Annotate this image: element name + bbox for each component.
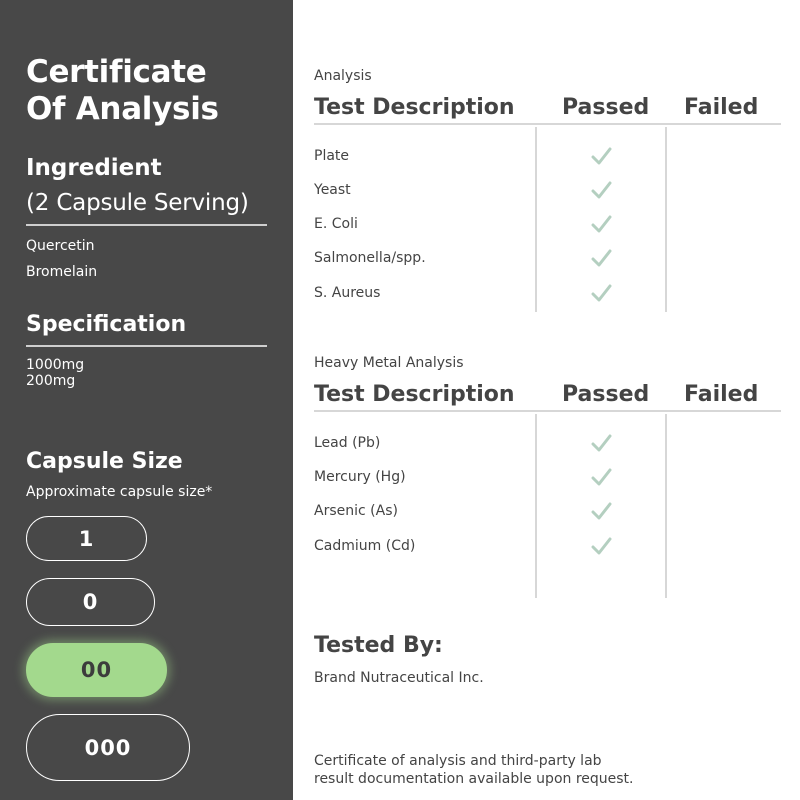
table-row: Lead (Pb) xyxy=(314,435,381,451)
column-divider xyxy=(535,127,537,312)
column-header-passed: Passed xyxy=(562,382,650,407)
left-panel xyxy=(0,0,293,800)
table-row: Salmonella/spp. xyxy=(314,250,426,266)
ingredient-heading: Ingredient (2 Capsule Serving) xyxy=(26,151,267,226)
capsule-size-note: Approximate capsule size* xyxy=(26,484,213,500)
column-divider xyxy=(535,414,537,598)
ingredient-list xyxy=(26,233,97,285)
check-icon xyxy=(590,432,612,454)
table-row: Arsenic (As) xyxy=(314,503,398,519)
check-icon xyxy=(590,500,612,522)
list-item: 200mg xyxy=(26,373,76,389)
column-divider xyxy=(665,414,667,598)
table-row: E. Coli xyxy=(314,216,358,232)
table-row: Mercury (Hg) xyxy=(314,469,406,485)
check-icon xyxy=(590,179,612,201)
tested-by-name: Brand Nutraceutical Inc. xyxy=(314,670,484,686)
capsule-size-1-button[interactable]: 1 xyxy=(26,516,147,561)
column-header-description: Test Description xyxy=(314,95,515,120)
check-icon xyxy=(590,247,612,269)
page-title: Certificate Of Analysis xyxy=(26,54,219,127)
specification-heading: Specification xyxy=(26,309,267,347)
column-header-failed: Failed xyxy=(684,95,759,120)
list-item: 1000mg xyxy=(26,357,85,373)
capsule-size-00-button[interactable]: 00 xyxy=(26,643,167,697)
list-item: Quercetin xyxy=(26,238,95,254)
analysis-table-header xyxy=(314,93,781,125)
heavy-metal-label: Heavy Metal Analysis xyxy=(314,355,464,371)
column-header-failed: Failed xyxy=(684,382,759,407)
column-divider xyxy=(665,127,667,312)
heavy-metal-table-header xyxy=(314,380,781,412)
column-header-description: Test Description xyxy=(314,382,515,407)
check-icon xyxy=(590,535,612,557)
table-row: Plate xyxy=(314,148,350,164)
specification-list xyxy=(26,357,84,389)
capsule-size-heading: Capsule Size xyxy=(26,449,183,474)
footnote: Certificate of analysis and third-party lab result documentation available upon request. xyxy=(314,753,634,787)
right-panel xyxy=(293,0,800,800)
list-item: Bromelain xyxy=(26,264,98,280)
check-icon xyxy=(590,466,612,488)
check-icon xyxy=(590,145,612,167)
tested-by-heading: Tested By: xyxy=(314,633,443,658)
table-row: Yeast xyxy=(314,182,351,198)
capsule-size-000-button[interactable]: 000 xyxy=(26,714,190,781)
table-row: Cadmium (Cd) xyxy=(314,538,416,554)
analysis-label: Analysis xyxy=(314,68,372,84)
capsule-size-0-button[interactable]: 0 xyxy=(26,578,155,626)
table-row: S. Aureus xyxy=(314,285,381,301)
check-icon xyxy=(590,282,612,304)
check-icon xyxy=(590,213,612,235)
column-header-passed: Passed xyxy=(562,95,650,120)
